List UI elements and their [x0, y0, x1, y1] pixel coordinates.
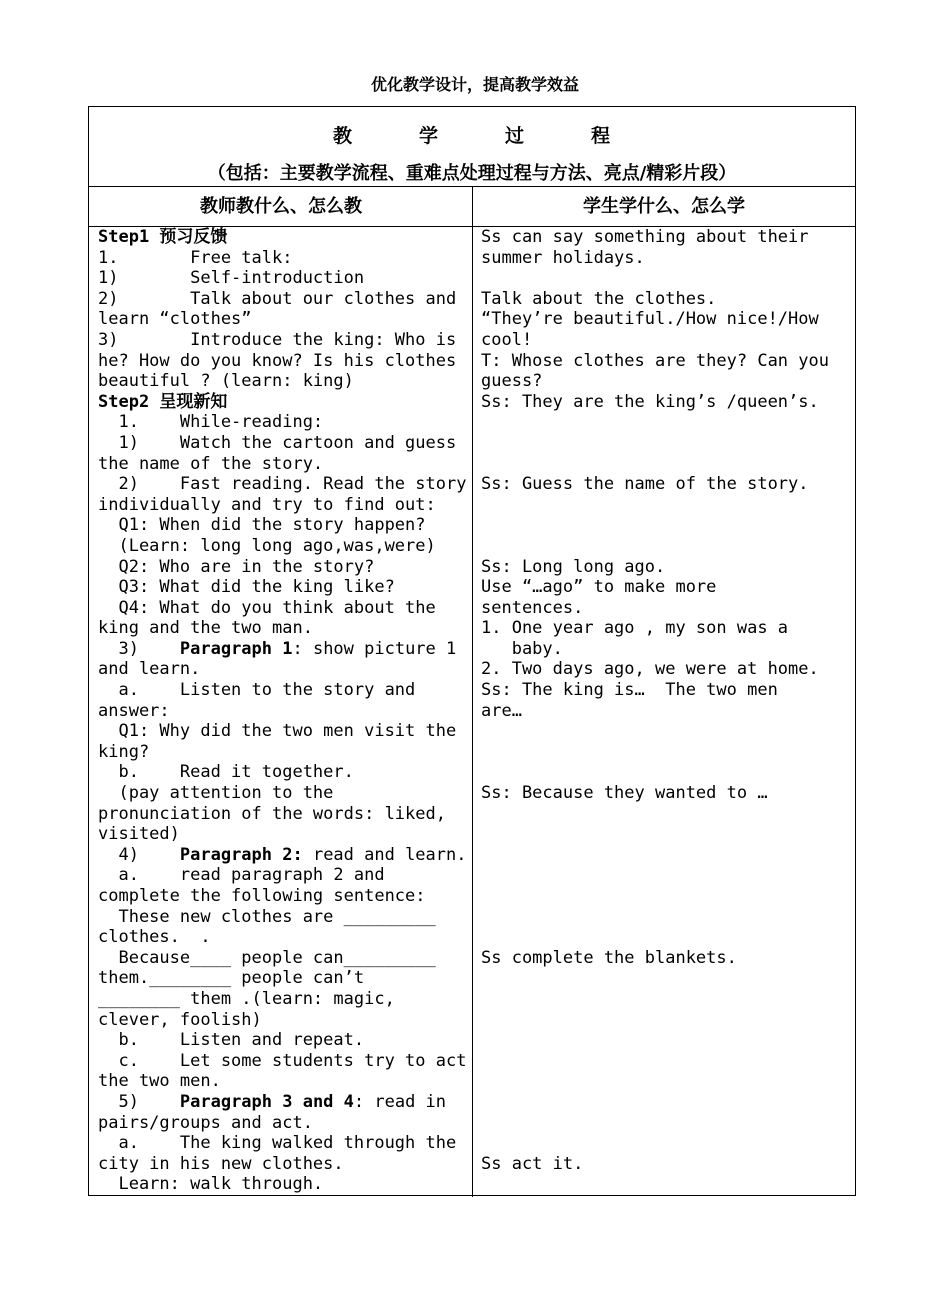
teacher-line: [98, 845, 468, 866]
student-line: [481, 1030, 851, 1051]
table-header: [89, 107, 855, 187]
teacher-line-text: pronunciation of the words: liked,: [98, 803, 446, 824]
student-line: cool!: [481, 329, 533, 350]
teacher-line: [98, 557, 468, 578]
student-line: [481, 1113, 851, 1134]
teacher-line-text: complete the following sentence:: [98, 886, 426, 906]
teacher-line: [98, 886, 468, 907]
student-line: [481, 433, 851, 454]
teacher-line-text: 1. Free talk:: [98, 247, 293, 268]
teacher-line-prefix: 4): [98, 844, 180, 865]
student-line: are…: [481, 700, 522, 721]
teacher-line: [98, 1092, 468, 1113]
student-line: Talk about the clothes.: [481, 288, 717, 309]
teacher-line: [98, 309, 468, 330]
student-column: [481, 227, 851, 1174]
teacher-line-prefix: 5): [98, 1091, 180, 1112]
student-line: [481, 886, 851, 907]
teacher-line-text: Q1: When did the story happen?: [98, 515, 426, 536]
heading-char: 教: [332, 125, 353, 147]
teacher-line-text: them.________ people can’t: [98, 968, 365, 989]
teacher-line: [98, 639, 468, 660]
teacher-line: [98, 289, 468, 310]
teacher-line-text: 1) Self-introduction: [98, 268, 365, 289]
student-line: [481, 865, 851, 886]
table-heading: [89, 121, 855, 148]
teacher-line: [98, 1030, 468, 1051]
teacher-line-text: learn “clothes”: [98, 309, 252, 330]
student-line: sentences.: [481, 597, 584, 618]
teacher-line-text: These new clothes are _________: [98, 906, 436, 927]
student-line: Use “…ago” to make more: [481, 577, 717, 598]
teacher-line: [98, 701, 468, 722]
student-line: [481, 1010, 851, 1031]
student-line: Ss complete the blankets.: [481, 947, 737, 968]
teacher-line-bold: Step1 预习反馈: [98, 227, 228, 247]
teacher-column-header: 教师教什么、怎么教: [89, 187, 473, 227]
student-line: 2. Two days ago, we were at home.: [481, 659, 819, 680]
student-line: baby.: [481, 638, 563, 659]
student-line: [481, 1051, 851, 1072]
heading-char: 程: [591, 125, 612, 147]
teacher-line: [98, 248, 468, 269]
teacher-line: [98, 948, 468, 969]
teacher-line-text: 1. While-reading:: [98, 412, 324, 433]
student-line: [481, 1092, 851, 1113]
teacher-line-text: the name of the story.: [98, 453, 324, 474]
teacher-line-bold: Step2 呈现新知: [98, 391, 228, 412]
teacher-line-text: 1) Watch the cartoon and guess: [98, 432, 457, 453]
teacher-line-text: Q3: What did the king like?: [98, 577, 395, 598]
teacher-line: [98, 1154, 468, 1175]
student-line: Ss: Guess the name of the story.: [481, 474, 809, 495]
student-line: [481, 412, 851, 433]
teacher-line-text: king?: [98, 741, 150, 762]
teacher-line-bold: Paragraph 1: [179, 638, 293, 659]
teacher-line-text: clothes. .: [98, 927, 211, 948]
student-line: [481, 845, 851, 866]
teacher-line-text: 2) Talk about our clothes and: [98, 288, 457, 309]
teacher-line-text: a. read paragraph 2 and: [98, 865, 385, 886]
teacher-line-text: b. Read it together.: [98, 762, 354, 783]
teacher-line-text: b. Listen and repeat.: [98, 1030, 365, 1051]
student-line: [481, 268, 851, 289]
teacher-line: [98, 618, 468, 639]
teacher-line-text: read and learn.: [302, 844, 467, 865]
student-line: Ss can say something about their: [481, 227, 809, 247]
teacher-line-text: a. Listen to the story and: [98, 680, 416, 701]
student-line: summer holidays.: [481, 247, 645, 268]
teacher-line: [98, 1010, 468, 1031]
teacher-line-text: c. Let some students try to act: [98, 1050, 467, 1071]
teacher-line: [98, 804, 468, 825]
teacher-line-text: 2) Fast reading. Read the story: [98, 474, 467, 495]
student-line: [481, 495, 851, 516]
student-line: [481, 968, 851, 989]
teacher-line-text: and learn.: [98, 659, 201, 680]
teacher-line: [98, 351, 468, 372]
student-line: Ss: They are the king’s /queen’s.: [481, 391, 819, 412]
teacher-line-bold: Paragraph 3 and 4: [179, 1091, 354, 1112]
student-line: [481, 1071, 851, 1092]
page-title: 优化教学设计，提高教学效益: [370, 75, 579, 94]
teacher-line: [98, 598, 468, 619]
teacher-line-text: visited): [98, 824, 180, 845]
teacher-line-text: city in his new clothes.: [98, 1153, 344, 1174]
student-line: Ss: Long long ago.: [481, 556, 666, 577]
teacher-line: [98, 495, 468, 516]
teacher-line: [98, 536, 468, 557]
student-line: [481, 907, 851, 928]
teacher-line: [98, 762, 468, 783]
teacher-line-text: (pay attention to the: [98, 783, 334, 804]
teacher-line: [98, 989, 468, 1010]
teacher-line: [98, 371, 468, 392]
teacher-line: [98, 474, 468, 495]
teacher-line: [98, 268, 468, 289]
teacher-line-text: individually and try to find out:: [98, 494, 436, 515]
student-column-header: 学生学什么、怎么学: [473, 187, 855, 227]
teacher-line-text: answer:: [98, 700, 170, 721]
heading-char: 学: [418, 125, 439, 147]
teacher-line-text: 3) Introduce the king: Who is: [98, 329, 457, 350]
student-line: [481, 536, 851, 557]
lesson-process-table: [88, 106, 856, 1196]
teacher-line: [98, 721, 468, 742]
teacher-line-text: : read in: [353, 1091, 447, 1112]
teacher-line: [98, 783, 468, 804]
teacher-line-text: a. The king walked through the: [98, 1133, 457, 1154]
teacher-line: [98, 433, 468, 454]
teacher-column: [98, 227, 468, 1195]
student-line: [481, 824, 851, 845]
teacher-line-bold: Paragraph 2:: [179, 844, 303, 865]
student-line: T: Whose clothes are they? Can you: [481, 350, 829, 371]
teacher-line-text: Q2: Who are in the story?: [98, 556, 375, 577]
teacher-line: [98, 1071, 468, 1092]
student-line: [481, 762, 851, 783]
teacher-line-text: (Learn: long long ago,was,were): [98, 535, 436, 556]
teacher-line-text: he? How do you know? Is his clothes: [98, 350, 457, 371]
student-line: [481, 454, 851, 475]
teacher-line: [98, 1051, 468, 1072]
teacher-line-text: Learn: walk through.: [98, 1174, 324, 1195]
student-line: 1. One year ago , my son was a: [481, 618, 789, 639]
teacher-line: [98, 577, 468, 598]
teacher-line: [98, 515, 468, 536]
student-line: [481, 1133, 851, 1154]
teacher-line-text: Q4: What do you think about the: [98, 597, 436, 618]
student-line: Ss act it.: [481, 1153, 584, 1174]
teacher-line-text: : show picture 1: [292, 638, 457, 659]
student-line: [481, 515, 851, 536]
teacher-line-text: the two men.: [98, 1071, 221, 1092]
student-line: “They’re beautiful./How nice!/How: [481, 309, 819, 330]
student-line: Ss: Because they wanted to …: [481, 783, 768, 804]
teacher-line-text: king and the two man.: [98, 618, 313, 639]
student-line: [481, 804, 851, 825]
table-subheading: （包括：主要教学流程、重难点处理过程与方法、亮点/精彩片段）: [207, 163, 737, 184]
student-line: [481, 742, 851, 763]
student-line: guess?: [481, 371, 543, 392]
teacher-line-text: beautiful ? (learn: king): [98, 371, 354, 392]
teacher-line: [98, 742, 468, 763]
teacher-line: [98, 927, 468, 948]
teacher-line: [98, 454, 468, 475]
teacher-line: [98, 824, 468, 845]
teacher-line: [98, 227, 468, 248]
teacher-line: [98, 330, 468, 351]
teacher-line-text: ________ them .(learn: magic,: [98, 988, 395, 1009]
student-line: [481, 721, 851, 742]
teacher-line: [98, 907, 468, 928]
teacher-line: [98, 680, 468, 701]
teacher-line: [98, 392, 468, 413]
teacher-line: [98, 968, 468, 989]
teacher-line-text: clever, foolish): [98, 1009, 262, 1030]
heading-char: 过: [505, 125, 526, 147]
teacher-line: [98, 1113, 468, 1134]
teacher-line: [98, 865, 468, 886]
student-line: [481, 989, 851, 1010]
teacher-line-text: Because____ people can_________: [98, 947, 436, 968]
teacher-line: [98, 412, 468, 433]
student-line: [481, 927, 851, 948]
teacher-line: [98, 659, 468, 680]
column-divider: [472, 187, 473, 1197]
student-line: Ss: The king is… The two men: [481, 680, 778, 701]
teacher-line: [98, 1133, 468, 1154]
teacher-line-text: Q1: Why did the two men visit the: [98, 721, 457, 742]
teacher-line: [98, 1174, 468, 1195]
teacher-line-text: pairs/groups and act.: [98, 1112, 313, 1133]
teacher-line-prefix: 3): [98, 638, 180, 659]
